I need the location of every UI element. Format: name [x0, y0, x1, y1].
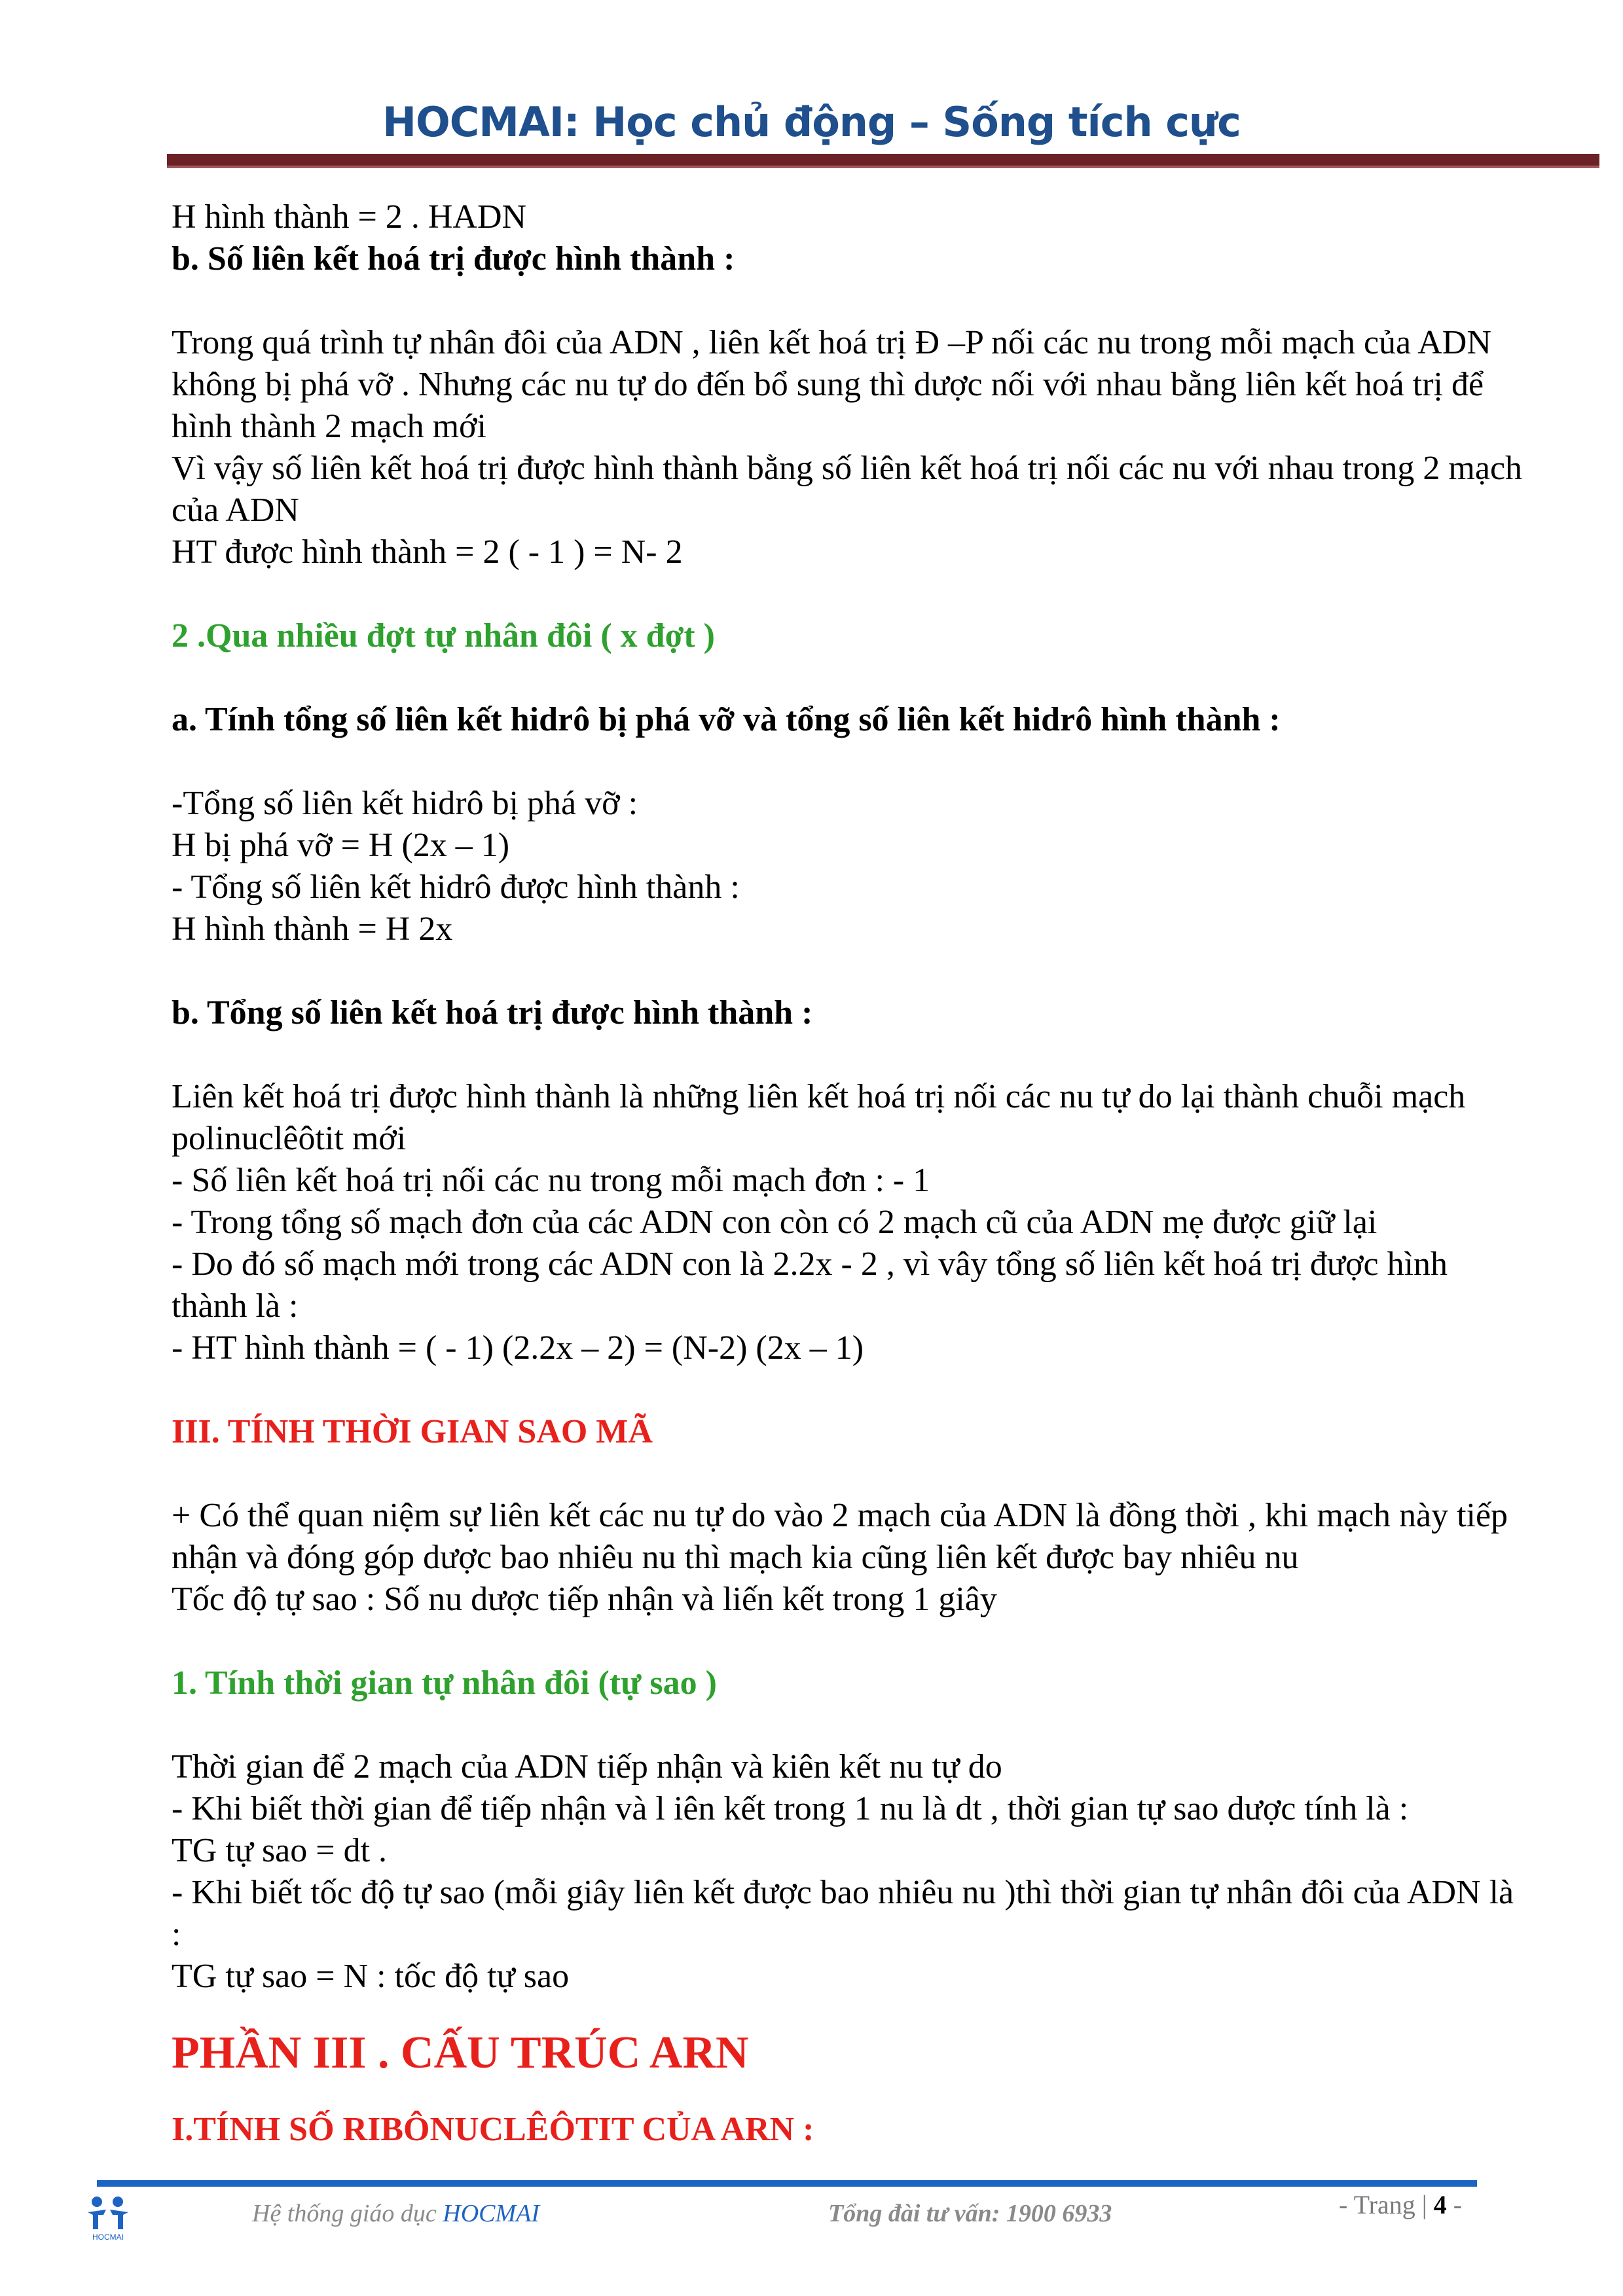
- spacer: [172, 1453, 1599, 1495]
- body-line: không bị phá vỡ . Nhưng các nu tự do đến bổ sung thì dược nối với nhau bằng liên kết hoá trị để: [172, 366, 1484, 403]
- page-number-value: 4: [1433, 2190, 1447, 2219]
- body-line: - HT hình thành = ( - 1) (2.2x – 2) = (N-2) (2x – 1): [172, 1329, 864, 1367]
- spacer: [172, 1621, 1599, 1662]
- body-line: polinuclêôtit mới: [172, 1120, 407, 1157]
- spacer: [172, 1998, 1599, 2024]
- footer-divider: [97, 2180, 1477, 2187]
- hocmai-logo-icon: [79, 2193, 137, 2244]
- section-heading: I.TÍNH SỐ RIBÔNUCLÊÔTIT CỦA ARN :: [172, 2111, 814, 2148]
- footer-prefix: Hệ thống giáo dục: [252, 2200, 443, 2227]
- spacer: [172, 1034, 1599, 1076]
- body-line: H hình thành = H 2x: [172, 910, 453, 948]
- page-suffix: -: [1446, 2190, 1463, 2219]
- spacer: [172, 657, 1599, 699]
- footer-hotline: Tổng đài tư vấn: 1900 6933: [828, 2200, 1112, 2227]
- logo-text: HOCMAI: [92, 2233, 124, 2242]
- body-line: Trong quá trình tự nhân đôi của ADN , liên kết hoá trị Đ –P nối các nu trong mỗi mạch của ADN: [172, 324, 1491, 361]
- spacer: [172, 1369, 1599, 1411]
- spacer: [172, 1704, 1599, 1746]
- part-heading: PHẦN III . CẤU TRÚC ARN: [172, 2028, 749, 2078]
- body-line: - Trong tổng số mạch đơn của các ADN con còn có 2 mạch cũ của ADN mẹ được giữ lại: [172, 1204, 1377, 1241]
- footer-brand: HOCMAI: [443, 2200, 540, 2227]
- body-line: Liên kết hoá trị được hình thành là những liên kết hoá trị nối các nu tự do lại thành chuỗi mạch: [172, 1078, 1466, 1115]
- spacer: [172, 2083, 1599, 2109]
- page-header-title: HOCMAI: Học chủ động – Sống tích cực: [382, 98, 1241, 146]
- footer-organization: [252, 2199, 539, 2228]
- body-line: Vì vậy số liên kết hoá trị được hình thành bằng số liên kết hoá trị nối các nu với nhau trong 2 mạch: [172, 450, 1523, 487]
- body-line: HT được hình thành = 2 ( - 1 ) = N- 2: [172, 533, 683, 571]
- spacer: [172, 741, 1599, 783]
- body-line: nhận và đóng góp dược bao nhiêu nu thì mạch kia cũng liên kết được bay nhiêu nu: [172, 1539, 1299, 1576]
- body-line: - Tổng số liên kết hidrô được hình thành :: [172, 869, 740, 906]
- body-line: - Số liên kết hoá trị nối các nu trong mỗi mạch đơn : - 1: [172, 1162, 930, 1199]
- body-line: TG tự sao = N : tốc độ tự sao: [172, 1958, 570, 1995]
- section-heading: 1. Tính thời gian tự nhân đôi (tự sao ): [172, 1664, 717, 1702]
- body-line: - Khi biết thời gian để tiếp nhận và l iên kết trong 1 nu là dt , thời gian tự sao dược tính là :: [172, 1790, 1409, 1827]
- spacer: [172, 573, 1599, 615]
- page-number: [1339, 2189, 1462, 2220]
- header-divider: [167, 154, 1599, 168]
- body-line: - Khi biết tốc độ tự sao (mỗi giây liên kết được bao nhiêu nu )thì thời gian tự nhân đôi của ADN là: [172, 1874, 1514, 1911]
- section-heading: 2 .Qua nhiều đợt tự nhân đôi ( x đợt ): [172, 617, 715, 655]
- body-line: của ADN: [172, 492, 299, 529]
- body-line: H hình thành = 2 . HADN: [172, 198, 527, 236]
- body-line: -Tổng số liên kết hidrô bị phá vỡ :: [172, 785, 638, 822]
- body-line: Thời gian để 2 mạch của ADN tiếp nhận và kiên kết nu tự do: [172, 1748, 1002, 1785]
- body-line: H bị phá vỡ = H (2x – 1): [172, 827, 510, 864]
- document-body: [172, 196, 1599, 2151]
- body-line: TG tự sao = dt .: [172, 1832, 388, 1869]
- body-line: + Có thể quan niệm sự liên kết các nu tự do vào 2 mạch của ADN là đồng thời , khi mạch này tiếp: [172, 1497, 1508, 1534]
- body-line: thành là :: [172, 1287, 299, 1325]
- section-heading: b. Số liên kết hoá trị được hình thành :: [172, 240, 735, 278]
- section-heading: III. TÍNH THỜI GIAN SAO MÃ: [172, 1413, 653, 1450]
- spacer: [172, 280, 1599, 322]
- body-line: hình thành 2 mạch mới: [172, 408, 486, 445]
- body-line: Tốc độ tự sao : Số nu dược tiếp nhận và liến kết trong 1 giây: [172, 1581, 997, 1618]
- spacer: [172, 950, 1599, 992]
- body-line: :: [172, 1916, 181, 1953]
- section-heading: a. Tính tổng số liên kết hidrô bị phá vỡ và tổng số liên kết hidrô hình thành :: [172, 701, 1281, 738]
- body-line: - Do đó số mạch mới trong các ADN con là 2.2x - 2 , vì vây tổng số liên kết hoá trị được hình: [172, 1246, 1448, 1283]
- page-label: - Trang |: [1339, 2190, 1434, 2219]
- section-heading: b. Tổng số liên kết hoá trị được hình thành :: [172, 994, 813, 1031]
